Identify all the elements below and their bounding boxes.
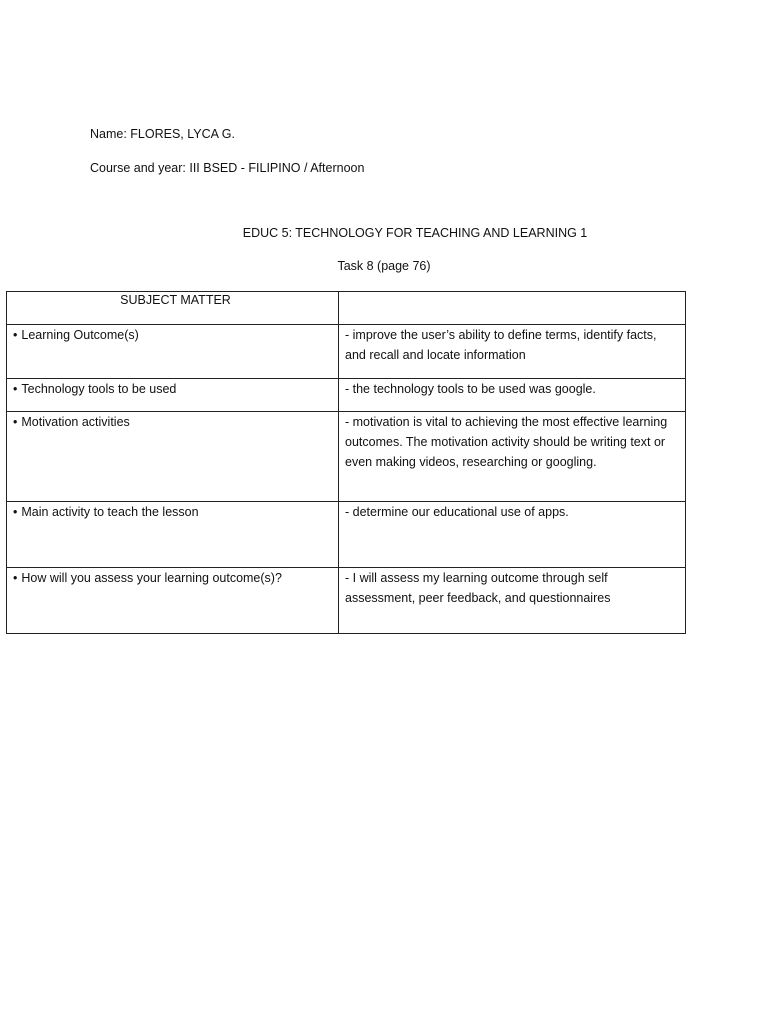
table-row <box>7 568 686 634</box>
table-row <box>7 412 686 502</box>
row-label-cell <box>7 568 339 634</box>
subject-matter-heading: SUBJECT MATTER <box>120 293 231 307</box>
row-label: Learning Outcome(s) <box>21 328 139 342</box>
bullet-icon: • <box>13 505 18 519</box>
subject-matter-table <box>6 291 686 634</box>
bullet-icon: • <box>13 328 18 342</box>
row-value: - determine our educational use of apps. <box>345 505 569 519</box>
row-value-cell <box>339 325 686 379</box>
table-row <box>7 325 686 379</box>
document-title: EDUC 5: TECHNOLOGY FOR TEACHING AND LEARNING 1 <box>242 226 588 240</box>
table-header-row <box>7 292 686 325</box>
row-value: - the technology tools to be used was google. <box>345 382 596 396</box>
course-and-year: Course and year: III BSED - FILIPINO / Afternoon <box>90 161 365 175</box>
row-value: - improve the user’s ability to define terms, identify facts, and recall and locate information <box>345 328 657 362</box>
row-label-cell <box>7 502 339 568</box>
table-header-cell-empty <box>339 292 686 325</box>
task-label: Task 8 (page 76) <box>337 259 431 273</box>
row-value-cell <box>339 412 686 502</box>
row-value: - I will assess my learning outcome through self assessment, peer feedback, and questionnaires <box>345 571 611 605</box>
row-value: - motivation is vital to achieving the most effective learning outcomes. The motivation activity should be writing text or even making videos, researching or googling. <box>345 415 668 469</box>
bullet-icon: • <box>13 415 18 429</box>
row-value-cell <box>339 568 686 634</box>
row-label-cell <box>7 325 339 379</box>
row-value-cell <box>339 502 686 568</box>
row-value-cell <box>339 379 686 412</box>
row-label-cell <box>7 412 339 502</box>
table-row <box>7 379 686 412</box>
row-label: Motivation activities <box>21 415 130 429</box>
student-name: Name: FLORES, LYCA G. <box>90 127 235 141</box>
row-label: Main activity to teach the lesson <box>21 505 199 519</box>
bullet-icon: • <box>13 571 18 585</box>
table-header-cell <box>7 292 339 325</box>
bullet-icon: • <box>13 382 18 396</box>
table-row <box>7 502 686 568</box>
row-label-cell <box>7 379 339 412</box>
row-label: Technology tools to be used <box>21 382 177 396</box>
row-label: How will you assess your learning outcome(s)? <box>21 571 282 585</box>
